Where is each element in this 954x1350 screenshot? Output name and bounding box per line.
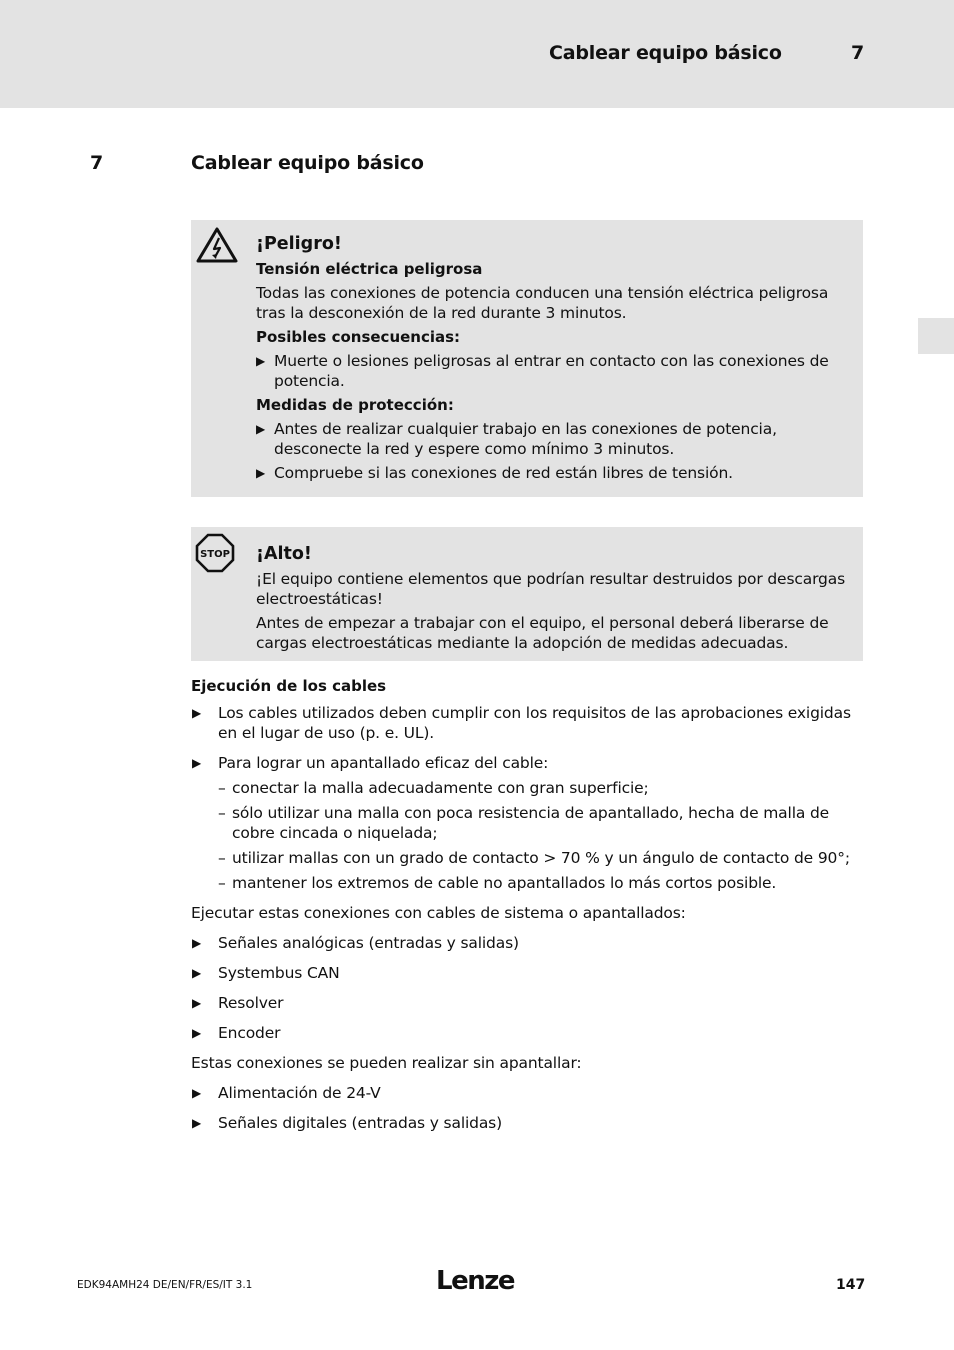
page-number: 147 [836, 1277, 866, 1293]
list-item: ▶ Systembus CAN [192, 964, 340, 982]
svg-text:Lenze: Lenze [436, 1266, 514, 1294]
bullet-triangle-icon: ▶ [192, 996, 202, 1010]
sub-list [191, 778, 863, 893]
unshielded-intro: Estas conexiones se pueden realizar sin apantallar: [191, 1054, 582, 1072]
bullet-triangle-icon: ▶ [192, 966, 202, 980]
sub-list-item: – sólo utilizar una malla con poca resistencia de apantallado, hecha de malla de cobre cincada o niquelada; [218, 804, 830, 842]
chapter-side-tab [918, 318, 954, 354]
danger-subtitle: Tensión eléctrica peligrosa [256, 260, 483, 278]
stop-text-2: Antes de empezar a trabajar con el equipo, el personal deberá liberarse de cargas electroestáticas mediante la adopción de medidas adecuadas. [256, 614, 829, 652]
stop-heading: ¡Alto! [256, 544, 312, 564]
header-chapter-number: 7 [851, 42, 865, 64]
lenze-logo [436, 1266, 516, 1298]
header-band [0, 0, 954, 108]
list-item: ▶ Muerte o lesiones peligrosas al entrar en contacto con las conexiones de potencia. [256, 352, 829, 390]
cables-section [191, 676, 863, 1143]
bullet-triangle-icon: ▶ [256, 466, 266, 480]
sub-list-item: – mantener los extremos de cable no apantallados lo más cortos posible. [218, 874, 777, 892]
list-item: ▶ Alimentación de 24-V [192, 1084, 381, 1102]
bullet-triangle-icon: ▶ [256, 354, 266, 368]
section-title: Cablear equipo básico [191, 152, 424, 174]
sub-list-item: – conectar la malla adecuadamente con gran superficie; [218, 779, 649, 797]
high-voltage-warning-icon [195, 226, 239, 268]
section-number: 7 [90, 152, 104, 174]
document-id: EDK94AMH24 DE/EN/FR/ES/IT 3.1 [77, 1279, 253, 1291]
danger-heading: ¡Peligro! [256, 234, 342, 254]
list-item: ▶ Para lograr un apantallado eficaz del cable: – conectar la malla adecuadamente con gran superficie; – sólo utilizar una malla con poca resistencia de apantallado, hecha de malla de cobre cincada o niquelada; – utilizar mallas con un grado de contacto > 70 % y un ángulo de contacto de 90°; – mantener los extremos de cable no apantallados lo más cortos posible. [191, 753, 863, 893]
sub-list-item: – utilizar mallas con un grado de contacto > 70 % y un ángulo de contacto de 90°; [218, 849, 850, 867]
list-item: ▶ Señales digitales (entradas y salidas) [192, 1114, 502, 1132]
header-title: Cablear equipo básico [549, 42, 782, 64]
bullet-triangle-icon: ▶ [256, 422, 266, 436]
list-item: ▶ Antes de realizar cualquier trabajo en las conexiones de potencia, desconecte la red y espere como mínimo 3 minutos. [256, 420, 777, 458]
list-item: ▶ Resolver [192, 994, 284, 1012]
stop-notice [191, 527, 863, 661]
stop-sign-icon [195, 533, 235, 577]
bullet-triangle-icon: ▶ [192, 706, 202, 720]
svg-text:STOP: STOP [200, 549, 230, 560]
list-item: ▶ Señales analógicas (entradas y salidas) [192, 934, 519, 952]
cables-title: Ejecución de los cables [191, 677, 387, 695]
bullet-triangle-icon: ▶ [192, 1116, 202, 1130]
consequences-label: Posibles consecuencias: [256, 328, 461, 346]
danger-notice [191, 220, 863, 497]
stop-text-1: ¡El equipo contiene elementos que podrían resultar destruidos por descargas electroestáticas! [256, 570, 846, 608]
bullet-triangle-icon: ▶ [192, 936, 202, 950]
bullet-triangle-icon: ▶ [192, 756, 202, 770]
shielded-intro: Ejecutar estas conexiones con cables de sistema o apantallados: [191, 904, 686, 922]
bullet-triangle-icon: ▶ [192, 1026, 202, 1040]
list-item: ▶ Encoder [192, 1024, 281, 1042]
list-item: ▶ Los cables utilizados deben cumplir con los requisitos de las aprobaciones exigidas en el lugar de uso (p. e. UL). [192, 704, 851, 742]
danger-text: Todas las conexiones de potencia conducen una tensión eléctrica peligrosa tras la desconexión de la red durante 3 minutos. [256, 284, 829, 322]
list-item: ▶ Compruebe si las conexiones de red están libres de tensión. [256, 464, 733, 482]
bullet-triangle-icon: ▶ [192, 1086, 202, 1100]
measures-label: Medidas de protección: [256, 396, 454, 414]
